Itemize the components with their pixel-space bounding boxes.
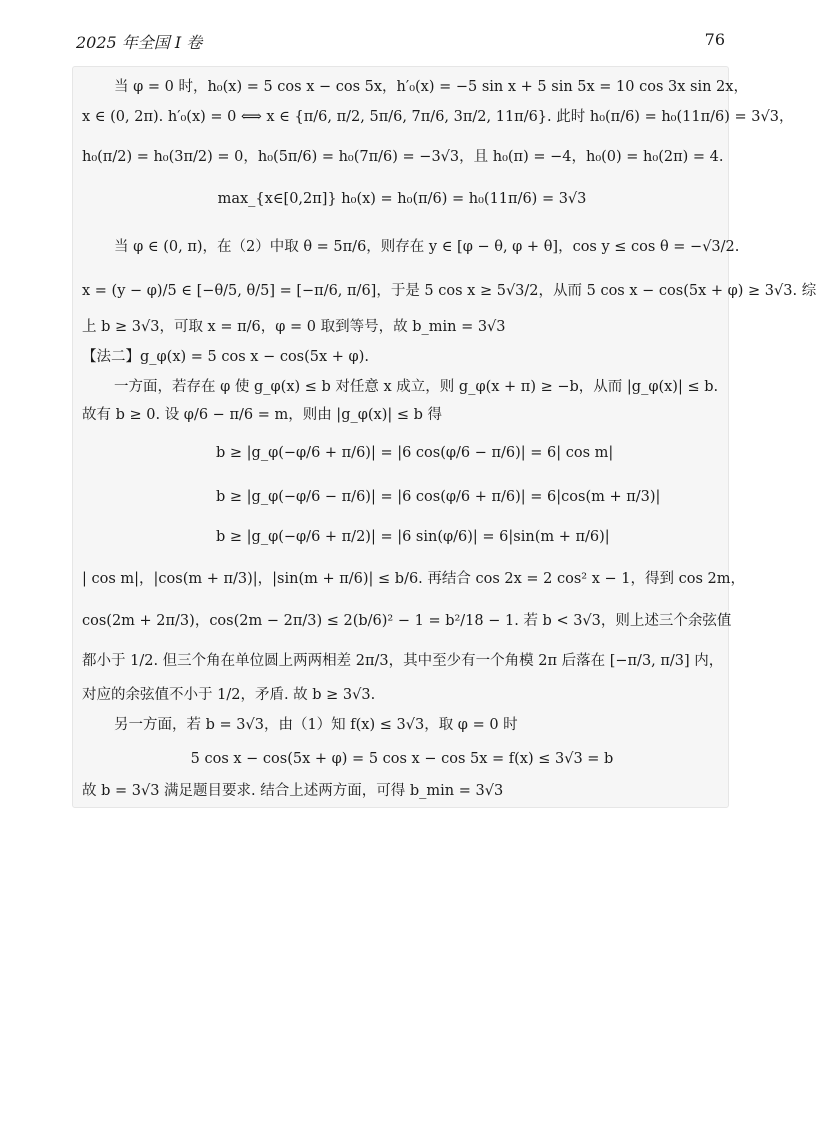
solution-line-1: 当 φ = 0 时，h₀(x) = 5 cos x − cos 5x，h′₀(x) = −5 sin x + 5 sin 5x = 10 cos 3x sin 2x， <box>114 79 748 95</box>
solution-line-9: 一方面，若存在 φ 使 g_φ(x) ≤ b 对任意 x 成立，则 g_φ(x + π) ≥ −b，从而 |g_φ(x)| ≤ b. <box>114 379 719 395</box>
solution-line-19: 5 cos x − cos(5x + φ) = 5 cos x − cos 5x = f(x) ≤ 3√3 = b <box>190 751 614 767</box>
solution-line-15: cos(2m + 2π/3)，cos(2m − 2π/3) ≤ 2(b/6)² − 1 = b²/18 − 1. 若 b < 3√3，则上述三个余弦值 <box>82 613 732 629</box>
solution-line-18: 另一方面，若 b = 3√3，由（1）知 f(x) ≤ 3√3，取 φ = 0 时 <box>114 717 518 733</box>
solution-line-20: 故 b = 3√3 满足题目要求. 结合上述两方面，可得 b_min = 3√3 <box>82 783 504 799</box>
solution-line-7: 上 b ≥ 3√3，可取 x = π/6，φ = 0 取到等号，故 b_min = 3√3 <box>82 319 506 335</box>
solution-line-13: b ≥ |g_φ(−φ/6 + π/2)| = |6 sin(φ/6)| = 6|sin(m + π/6)| <box>216 529 610 545</box>
solution-line-11: b ≥ |g_φ(−φ/6 + π/6)| = |6 cos(φ/6 − π/6)| = 6| cos m| <box>216 445 614 461</box>
header-title: 2025 年全国 I 卷 <box>76 33 203 52</box>
solution-line-2: x ∈ (0, 2π). h′₀(x) = 0 ⟺ x ∈ {π/6, π/2, 5π/6, 7π/6, 3π/2, 11π/6}. 此时 h₀(π/6) = h₀(11π/6) = 3√3， <box>82 109 794 125</box>
solution-line-3: h₀(π/2) = h₀(3π/2) = 0，h₀(5π/6) = h₀(7π/6) = −3√3，且 h₀(π) = −4，h₀(0) = h₀(2π) = 4. <box>82 149 724 165</box>
solution-line-5: 当 φ ∈ (0, π)，在（2）中取 θ = 5π/6，则存在 y ∈ [φ − θ, φ + θ]，cos y ≤ cos θ = −√3/2. <box>114 239 740 255</box>
solution-line-8: 【法二】g_φ(x) = 5 cos x − cos(5x + φ). <box>82 349 369 365</box>
solution-line-12: b ≥ |g_φ(−φ/6 − π/6)| = |6 cos(φ/6 + π/6)| = 6|cos(m + π/3)| <box>216 489 661 505</box>
solution-line-16: 都小于 1/2. 但三个角在单位圆上两两相差 2π/3，其中至少有一个角模 2π 后落在 [−π/3, π/3] 内， <box>82 653 724 669</box>
solution-line-17: 对应的余弦值不小于 1/2，矛盾. 故 b ≥ 3√3. <box>82 687 376 703</box>
solution-line-6: x = (y − φ)/5 ∈ [−θ/5, θ/5] = [−π/6, π/6]，于是 5 cos x ≥ 5√3/2，从而 5 cos x − cos(5x + φ) ≥ 3√3. 综 <box>82 283 816 299</box>
solution-line-14: | cos m|，|cos(m + π/3)|，|sin(m + π/6)| ≤ b/6. 再结合 cos 2x = 2 cos² x − 1，得到 cos 2m， <box>82 571 745 587</box>
solution-line-4: max_{x∈[0,2π]} h₀(x) = h₀(π/6) = h₀(11π/6) = 3√3 <box>217 191 587 207</box>
page-number: 76 <box>704 30 725 49</box>
solution-line-10: 故有 b ≥ 0. 设 φ/6 − π/6 = m，则由 |g_φ(x)| ≤ b 得 <box>82 407 443 423</box>
